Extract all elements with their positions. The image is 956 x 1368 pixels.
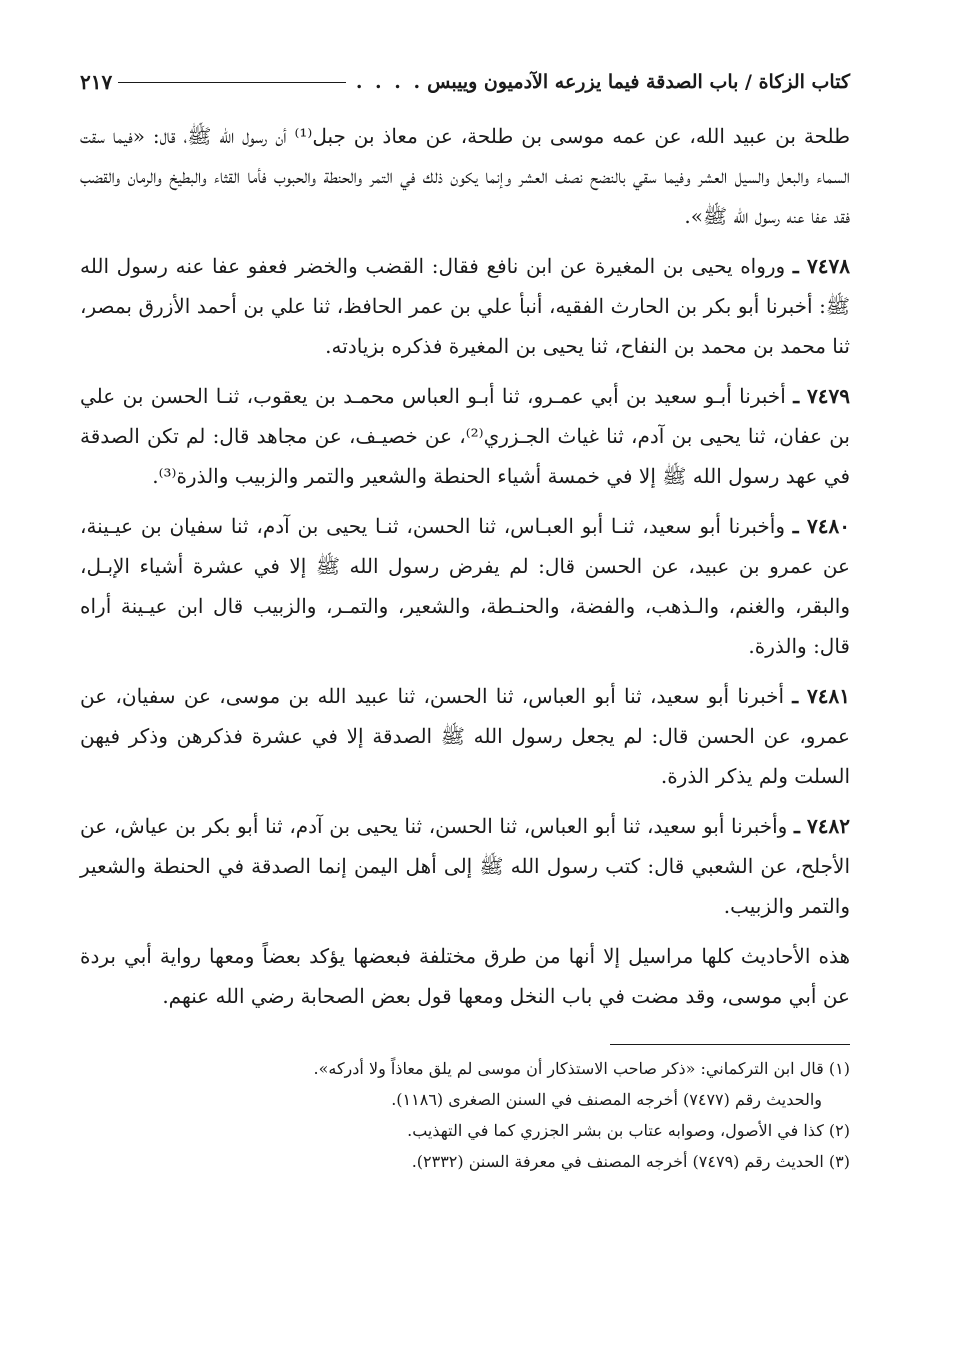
footnote: (٢) كذا في الأصول، وصوابه عتاب بن بشر الجزري كما في التهذيب. <box>407 1121 850 1140</box>
paragraph <box>80 936 850 1016</box>
paragraph-text: وأخبرنا أبو سعيد، ثنا أبو العباس، ثنا الحسن، ثنا يحيى بن آدم، ثنا أبو بكر بن عياش، عن الأجلح، عن الشعبي قال: كتب رسول الله ﷺ إلى أهل اليمن إنما الصدقة في الحنطة والشعير والتمر والزبيب. <box>80 814 850 918</box>
hadith-number: ٧٤٧٩ ـ <box>793 384 851 408</box>
paragraph-text: طلحة بن عبيد الله، عن عمه موسى بن طلحة، عن معاذ بن جبل⁽¹⁾ أن رسول الله ﷺ، قال: «فيما سقت السماء والبعل والسيل العشر وفيما سقي بالنضح نصف العشر وإنما يكون ذلك في التمر والحنطة والحبوب فأما القثاء والبطيخ والرمان والقضب فقد عفا عنه رسول الله ﷺ». <box>80 124 850 228</box>
paragraph-text: وأخبرنا أبو سعيد، ثنـا أبو العبـاس، ثنا الحسن، ثنـا يحيى بن آدم، ثنا سفيان بن عيـينة، عن عمرو بن عبيد، عن الحسن قال: لم يفرض رسول الله ﷺ إلا في عشرة أشياء الإبـل، والبقر، والغنم، والـذهب، والفضة، والحنـطة، والشعير، والتمـر، والزبيب قال ابن عيـينة أراه قال: والذرة. <box>80 514 850 658</box>
footnote-divider <box>610 1044 850 1045</box>
paragraph-text: أخبرنا أبـو سعيد بن أبي عمـرو، ثنا أبـو العباس محمـد بن يعقوب، ثنـا الحسن بن علي بن عفان، ثنا يحيى بن آدم، ثنا غياث الجـزري⁽²⁾، عن خصيـف، عن مجاهد قال: لم تكن الصدقة في عهد رسول الله ﷺ إلا في خمسة أشياء الحنطة والشعير والتمر والزبيب والذرة⁽³⁾. <box>80 384 850 488</box>
hadith-number: ٧٤٨٢ ـ <box>793 814 850 838</box>
running-header <box>80 60 850 104</box>
paragraph-text: أخبرنا أبو سعيد، ثنا أبو العباس، ثنا الحسن، ثنا عبيد الله بن موسى، عن سفيان، عن عمرو، عن الحسن قال: لم يجعل رسول الله ﷺ الصدقة إلا في عشرة فذكرهن وذكر فيهن السلت ولم يذكر الذرة. <box>80 684 850 788</box>
header-dots: . . . . <box>355 71 424 93</box>
hadith-paragraph <box>80 806 850 926</box>
paragraph-text: هذه الأحاديث كلها مراسيل إلا أنها من طرق مختلفة فبعضها يؤكد بعضاً ومعها رواية أبي بردة عن أبي موسى، وقد مضت في باب النخل ومعها قول بعض الصحابة رضي الله عنهم. <box>80 944 850 1008</box>
footnote: والحديث رقم (٧٤٧٧) أخرجه المصنف في السنن الصغرى (١١٨٦). <box>391 1090 822 1109</box>
footnote: (٣) الحديث رقم (٧٤٧٩) أخرجه المصنف في معرفة السنن (٢٣٣٢). <box>411 1152 850 1171</box>
footnotes <box>80 1053 850 1177</box>
page-number: ٢١٧ <box>80 70 113 94</box>
hadith-paragraph <box>80 506 850 666</box>
paragraph <box>80 116 850 236</box>
hadith-paragraph <box>80 376 850 496</box>
hadith-number: ٧٤٨٠ ـ <box>792 514 851 538</box>
header-rule <box>118 82 346 83</box>
book-page <box>80 60 850 1177</box>
chapter-title: كتاب الزكاة / باب الصدقة فيما يزرعه الآدميون وييبس <box>427 71 850 93</box>
main-text <box>80 116 850 1016</box>
paragraph-text: ورواه يحيى بن المغيرة عن ابن نافع فقال: القضب والخضر فعفو عفا عنه رسول الله ﷺ: أخبرنا أبو بكر بن الحارث الفقيه، أنبأ علي بن عمر الحافظ، ثنا علي بن أحمد الأزرق بمصر، ثنا محمد بن محمد بن النفاح، ثنا يحيى بن المغيرة فذكره بزيادته. <box>80 254 850 358</box>
hadith-number: ٧٤٧٨ ـ <box>792 254 850 278</box>
footnote: (١) قال ابن التركماني: «ذكر صاحب الاستذكار أن موسى لم يلق معاذاً ولا أدركه». <box>313 1059 850 1078</box>
hadith-number: ٧٤٨١ ـ <box>792 684 850 708</box>
hadith-paragraph <box>80 676 850 796</box>
hadith-paragraph <box>80 246 850 366</box>
